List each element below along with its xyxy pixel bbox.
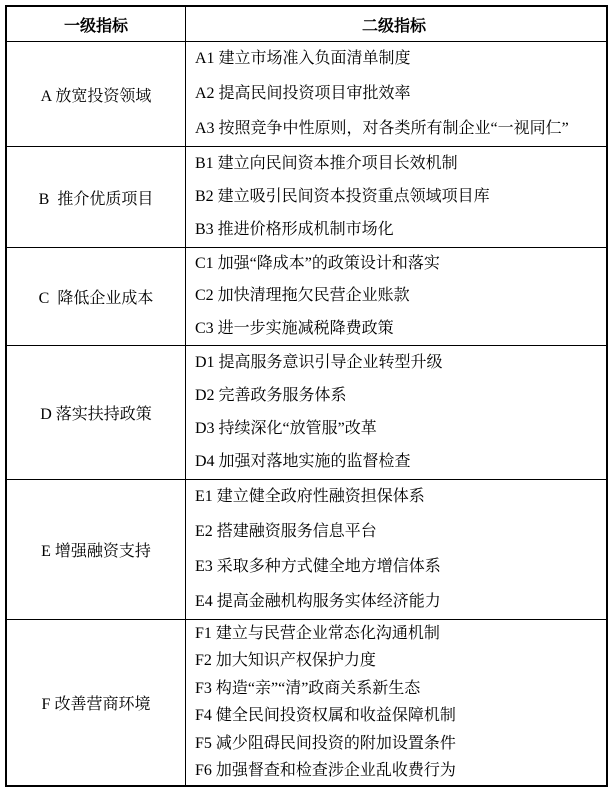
table-row-a xyxy=(7,41,606,146)
level2-item-a2: A2 提高民间投资项目审批效率 xyxy=(195,84,411,102)
level2-cell-d xyxy=(186,346,606,479)
table-row-e xyxy=(7,479,606,619)
level2-item-c2: C2 加快清理拖欠民营企业账款 xyxy=(195,287,410,305)
level2-item-f1: F1 建立与民营企业常态化沟通机制 xyxy=(195,624,440,642)
level2-item-e4: E4 提高金融机构服务实体经济能力 xyxy=(195,592,441,610)
level2-item-b1: B1 建立向民间资本推介项目长效机制 xyxy=(195,154,458,172)
level2-item-f3: F3 构造“亲”“清”政商关系新生态 xyxy=(195,679,421,697)
level2-item-c1: C1 加强“降成本”的政策设计和落实 xyxy=(195,255,440,273)
level2-cell-f xyxy=(186,620,606,785)
level1-cell-f: F 改善营商环境 xyxy=(7,620,186,785)
level2-item-f2: F2 加大知识产权保护力度 xyxy=(195,652,376,670)
indicator-table xyxy=(5,5,608,787)
level2-item-e1: E1 建立健全政府性融资担保体系 xyxy=(195,488,425,506)
level2-item-c3: C3 进一步实施减税降费政策 xyxy=(195,319,394,337)
header-level2: 二级指标 xyxy=(361,17,426,35)
level1-cell-a: A 放宽投资领域 xyxy=(7,42,186,146)
level2-item-d1: D1 提高服务意识引导企业转型升级 xyxy=(195,353,443,371)
level2-item-b3: B3 推进价格形成机制市场化 xyxy=(195,221,394,239)
level1-cell-d: D 落实扶持政策 xyxy=(7,346,186,479)
level1-cell-c: C 降低企业成本 xyxy=(7,248,186,345)
table-row-f xyxy=(7,619,606,785)
level2-cell-c xyxy=(186,248,606,345)
level2-item-f4: F4 健全民间投资权属和收益保障机制 xyxy=(195,707,456,725)
level2-cell-b xyxy=(186,147,606,247)
table-row-d xyxy=(7,345,606,479)
level2-cell-e xyxy=(186,480,606,619)
level2-item-a1: A1 建立市场准入负面清单制度 xyxy=(195,50,411,68)
table-header-row xyxy=(7,7,606,41)
header-level1: 一级指标 xyxy=(7,7,186,41)
level2-item-d2: D2 完善政务服务体系 xyxy=(195,386,347,404)
level2-item-f6: F6 加强督查和检查涉企业乱收费行为 xyxy=(195,762,456,780)
level2-item-d4: D4 加强对落地实施的监督检查 xyxy=(195,453,411,471)
level2-cell-a xyxy=(186,42,606,146)
table-row-c xyxy=(7,247,606,345)
level1-cell-e: E 增强融资支持 xyxy=(7,480,186,619)
level1-cell-b: B 推介优质项目 xyxy=(7,147,186,247)
level2-item-f5: F5 减少阻碍民间投资的附加设置条件 xyxy=(195,734,456,752)
level2-item-e2: E2 搭建融资服务信息平台 xyxy=(195,523,377,541)
level2-item-b2: B2 建立吸引民间资本投资重点领域项目库 xyxy=(195,187,490,205)
level2-item-a3: A3 按照竞争中性原则，对各类所有制企业“一视同仁” xyxy=(195,119,569,137)
level2-item-d3: D3 持续深化“放管服”改革 xyxy=(195,420,377,438)
level2-item-e3: E3 采取多种方式健全地方增信体系 xyxy=(195,557,441,575)
table-row-b xyxy=(7,146,606,247)
